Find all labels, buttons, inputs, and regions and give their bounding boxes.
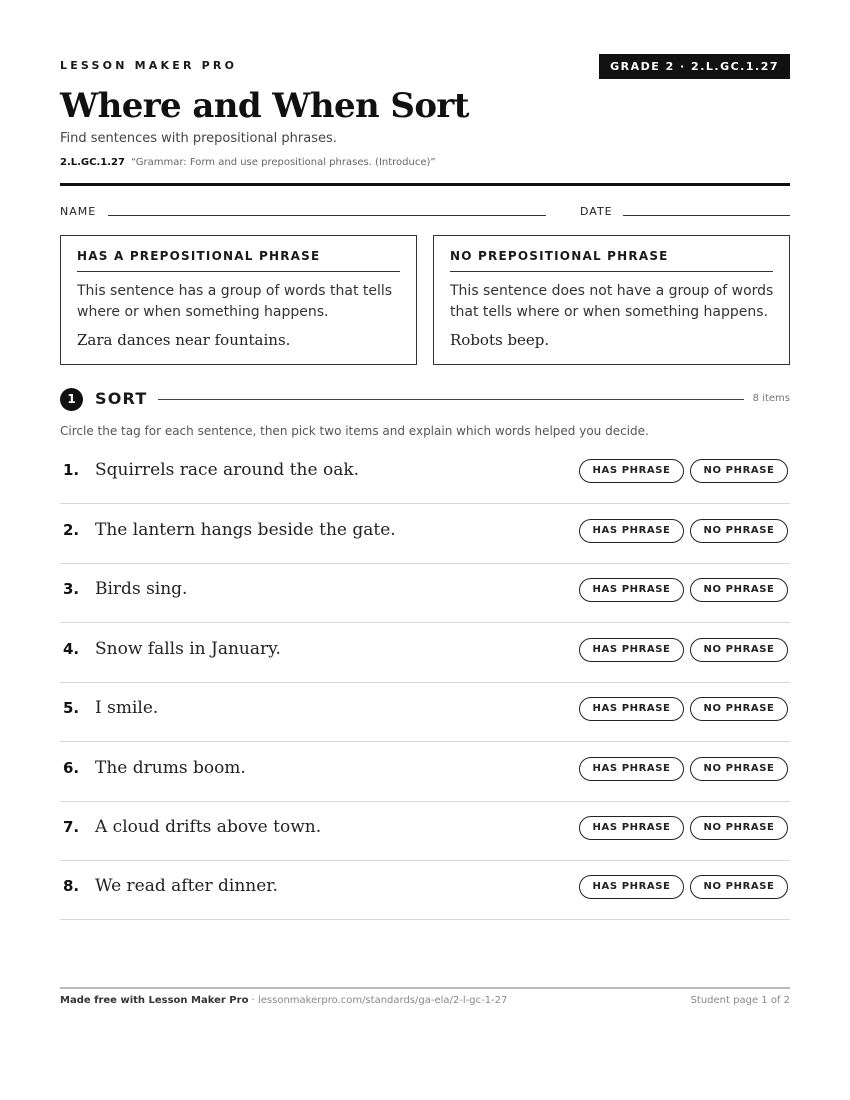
list-item (60, 860, 790, 920)
no-phrase-tag[interactable]: NO PHRASE (690, 459, 788, 483)
section-title: SORT (95, 389, 148, 408)
item-sentence: The lantern hangs beside the gate. (95, 520, 396, 540)
has-phrase-tag[interactable]: HAS PHRASE (579, 519, 684, 543)
footer-url[interactable]: · lessonmakerpro.com/standards/ga-ela/2-l-gc-1-27 (248, 995, 508, 1006)
no-phrase-tag[interactable]: NO PHRASE (690, 697, 788, 721)
no-phrase-tag[interactable]: NO PHRASE (690, 578, 788, 602)
item-number: 5. (63, 699, 80, 717)
no-phrase-tag[interactable]: NO PHRASE (690, 816, 788, 840)
has-phrase-tag[interactable]: HAS PHRASE (579, 816, 684, 840)
no-phrase-tag[interactable]: NO PHRASE (690, 875, 788, 899)
item-number: 7. (63, 818, 80, 836)
box-description: This sentence has a group of words that tells where or when something happens. (77, 283, 393, 320)
date-label: DATE (580, 205, 613, 218)
item-sentence: Squirrels race around the oak. (95, 460, 360, 480)
standard-code: 2.L.GC.1.27 (60, 157, 125, 168)
footer-divider (60, 987, 790, 989)
box-example: Robots beep. (450, 331, 550, 349)
no-phrase-tag[interactable]: NO PHRASE (690, 638, 788, 662)
list-item (60, 504, 790, 564)
list-item (60, 682, 790, 742)
list-item (60, 563, 790, 623)
date-field[interactable] (623, 215, 790, 216)
worksheet-page (60, 0, 790, 1100)
list-item (60, 801, 790, 861)
item-number: 1. (63, 461, 80, 479)
box-description: This sentence does not have a group of words that tells where or when something happens. (450, 283, 774, 320)
item-number: 8. (63, 877, 80, 895)
item-sentence: I smile. (95, 698, 159, 718)
item-sentence: Snow falls in January. (95, 639, 281, 659)
has-phrase-tag[interactable]: HAS PHRASE (579, 757, 684, 781)
list-item (60, 444, 790, 504)
has-phrase-definition-box (60, 235, 417, 365)
item-sentence: Birds sing. (95, 579, 188, 599)
list-item (60, 742, 790, 802)
item-sentence: We read after dinner. (95, 876, 278, 896)
footer-page-number: Student page 1 of 2 (690, 995, 790, 1006)
item-number: 3. (63, 580, 80, 598)
footer-credit (60, 995, 507, 1006)
has-phrase-tag[interactable]: HAS PHRASE (579, 697, 684, 721)
has-phrase-tag[interactable]: HAS PHRASE (579, 638, 684, 662)
footer-made-with: Made free with Lesson Maker Pro (60, 995, 249, 1006)
item-sentence: A cloud drifts above town. (95, 817, 322, 837)
item-number: 4. (63, 640, 80, 658)
page-subtitle: Find sentences with prepositional phrases. (60, 131, 337, 146)
box-heading: NO PREPOSITIONAL PHRASE (450, 249, 773, 272)
no-phrase-definition-box (433, 235, 790, 365)
box-example: Zara dances near fountains. (77, 331, 291, 349)
has-phrase-tag[interactable]: HAS PHRASE (579, 459, 684, 483)
item-count: 8 items (752, 393, 790, 404)
brand-name: LESSON MAKER PRO (60, 59, 238, 72)
item-number: 2. (63, 521, 80, 539)
standard-description: “Grammar: Form and use prepositional phrases. (Introduce)” (130, 157, 436, 168)
header-divider (60, 183, 790, 186)
section-divider (158, 399, 744, 400)
section-instructions: Circle the tag for each sentence, then pick two items and explain which words helped you decide. (60, 424, 649, 438)
list-item (60, 623, 790, 683)
item-number: 6. (63, 759, 80, 777)
page-title: Where and When Sort (60, 86, 469, 126)
item-sentence: The drums boom. (95, 758, 246, 778)
name-field[interactable] (108, 215, 546, 216)
no-phrase-tag[interactable]: NO PHRASE (690, 757, 788, 781)
box-heading: HAS A PREPOSITIONAL PHRASE (77, 249, 400, 272)
section-number: 1 (60, 388, 83, 411)
grade-badge: GRADE 2 · 2.L.GC.1.27 (599, 54, 790, 79)
has-phrase-tag[interactable]: HAS PHRASE (579, 875, 684, 899)
no-phrase-tag[interactable]: NO PHRASE (690, 519, 788, 543)
standard-line (60, 157, 436, 168)
has-phrase-tag[interactable]: HAS PHRASE (579, 578, 684, 602)
name-label: NAME (60, 205, 97, 218)
